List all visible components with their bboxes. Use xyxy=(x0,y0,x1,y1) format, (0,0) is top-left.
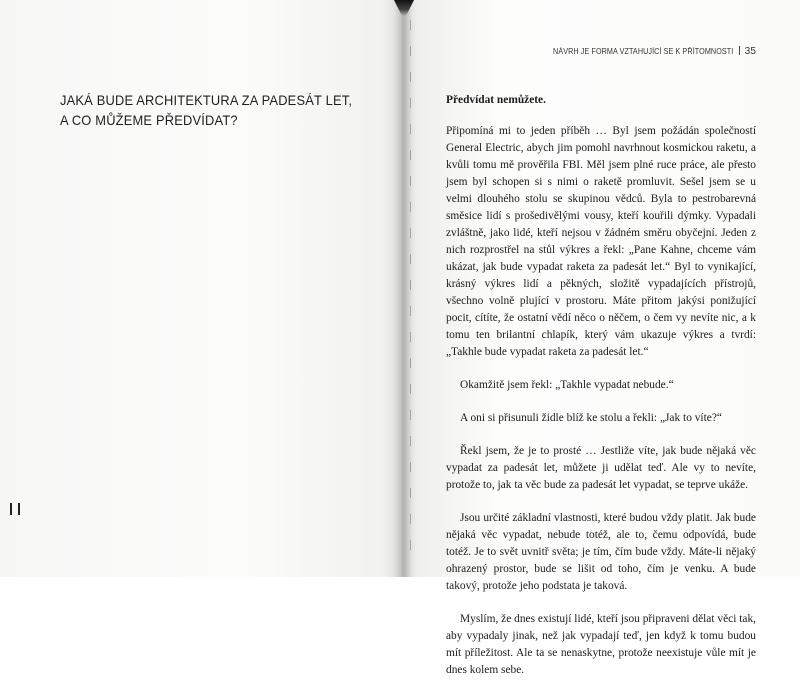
running-head-separator xyxy=(739,46,740,55)
page-edge-mark xyxy=(10,503,12,515)
paragraph: Jsou určité základní vlastnosti, které budou vždy platit. Jak bude nějaká věc vypadat, nebude totéž, ale to, čemu odpovídá, bude totéž. Je to svět uvnitř světa; je tím, čím bude vždy. Máte-li nějaký ohrazený prostor, bude se lišit od toho, čím je venku. A bude takový, protože jeho podstata je taková. xyxy=(446,512,756,592)
page-number: 35 xyxy=(744,46,756,57)
paragraph: Připomíná mi to jeden příběh … Byl jsem požádán společností General Electric, abych jim pomohl navrhnout kosmickou raketu, a kvůli tomu mě prověřila FBI. Měl jsem plné ruce práce, ale přesto jsem byl schopen si s nimi o raketě promluvit. Sešel jsem se u velmi dlouhého stolu se skupinou vědců. Byla to pestrobarevná směsice lidí s prošedivělými vousy, kteří kouřili dýmky. Vypadali zvláštně, jako lidé, kteří nejsou v žádném směru obyčejní. Jeden z nich rozprostřel na stůl výkres a řekl: „Pane Kahne, chceme vám ukázat, jak bude vypadat raketa za padesát let.“ Byl to vynikající, krásný výkres lidí a pěkných, složitě vypadajících přístrojů, všechno volně plující v prostoru. Máte přitom jakýsi ponižující pocit, cítíte, že ostatní vědí něco o něčem, o čem vy nevíte nic, a k tomu ten brilantní chlapík, který vám ukazuje výkres a tvrdí: „Takhle bude vypadat raketa za padesát let.“ xyxy=(446,125,756,358)
body-text xyxy=(446,92,756,695)
left-page xyxy=(0,0,401,577)
running-head-title: NÁVRH JE FORMA VZTAHUJÍCÍ SE K PŘÍTOMNOSTI xyxy=(553,47,734,56)
paragraph: Myslím, že dnes existují lidé, kteří jsou připraveni dělat věci tak, aby vypadaly jinak, než jak vypadají teď, jen když k tomu budou mít příležitost. Ale ta se nenaskytne, protože neexistuje vůle mít je dnes kolem sebe. xyxy=(446,613,756,676)
paragraph: Okamžitě jsem řekl: „Takhle vypadat nebude.“ xyxy=(460,379,674,391)
paragraph: Řekl jsem, že je to prosté … Jestliže víte, jak bude nějaká věc vypadat za padesát let, můžete ji udělat teď. Ale vy to nevíte, protože to, jak ta věc bude za padesát let vypadat, se teprve ukáže. xyxy=(446,445,756,491)
page-edge-mark xyxy=(18,503,20,515)
chapter-title xyxy=(60,90,380,130)
section-heading: Předvídat nemůžete. xyxy=(446,94,546,106)
chapter-title-line-1: JAKÁ BUDE ARCHITEKTURA ZA PADESÁT LET, xyxy=(60,92,353,108)
chapter-title-line-2: A CO MŮŽEME PŘEDVÍDAT? xyxy=(60,112,238,128)
running-head xyxy=(533,46,756,57)
page-crease xyxy=(410,20,411,560)
paragraph: A oni si přisunuli židle blíž ke stolu a řekli: „Jak to víte?“ xyxy=(460,412,722,424)
